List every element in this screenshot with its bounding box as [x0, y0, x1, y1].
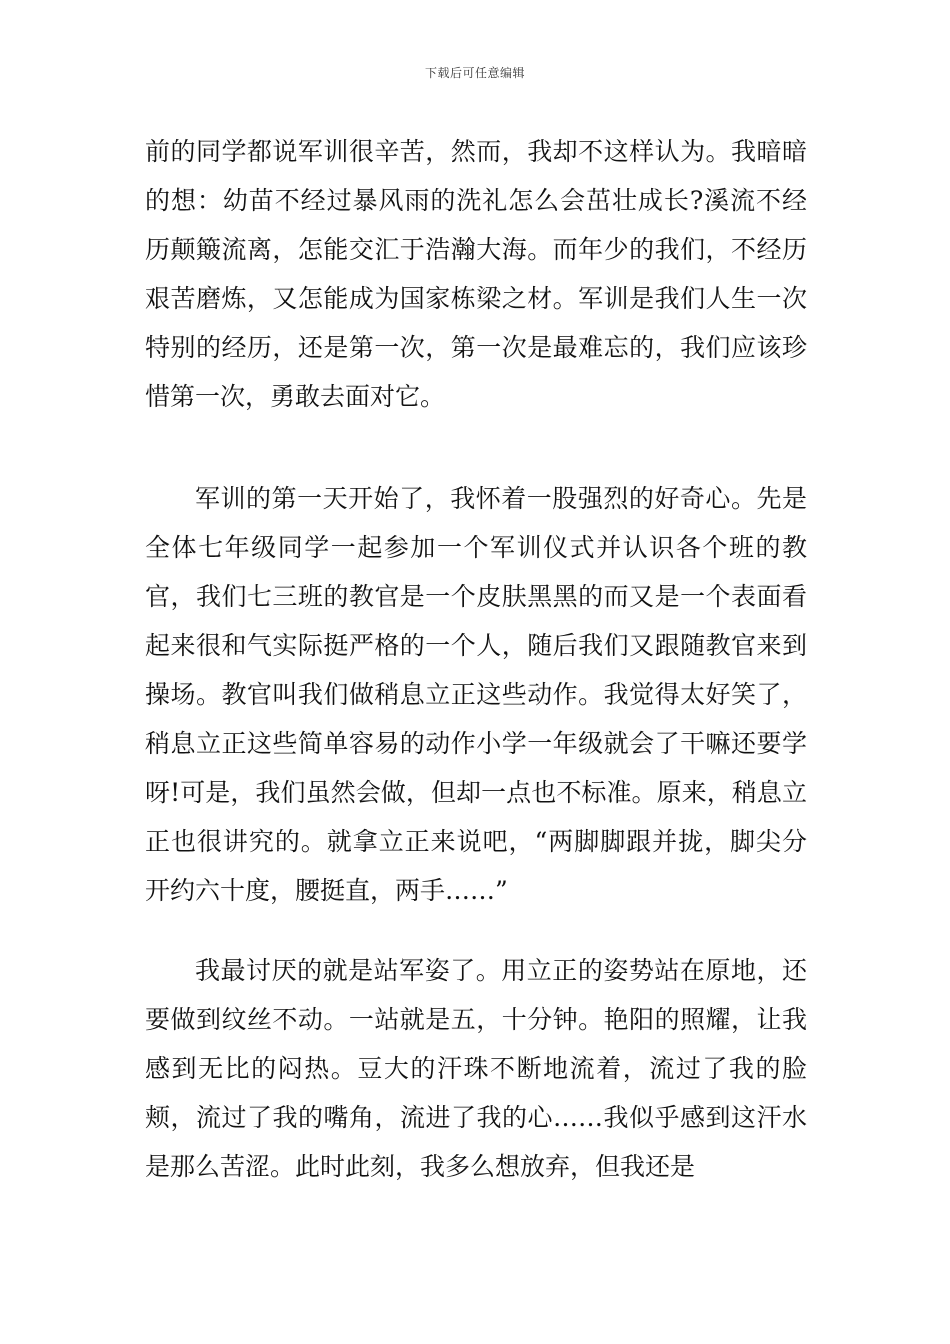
paragraph-text: 我最讨厌的就是站军姿了。用立正的姿势站在原地，还要做到纹丝不动。一站就是五，十分钟。艳阳的照耀，让我感到无比的闷热。豆大的汗珠不断地流着，流过了我的脸颊，流过了我的嘴角，流进了我的心……我似乎感到这汗水是那么苦涩。此时此刻，我多么想放弃，但我还是 [145, 956, 807, 1181]
paragraph-2 [145, 474, 807, 915]
paragraph-text: 前的同学都说军训很辛苦，然而，我却不这样认为。我暗暗的想：幼苗不经过暴风雨的洗礼怎么会茁壮成长?溪流不经历颠簸流离，怎能交汇于浩瀚大海。而年少的我们，不经历艰苦磨炼，又怎能成为国家栋梁之材。军训是我们人生一次特别的经历，还是第一次，第一次是最难忘的，我们应该珍惜第一次，勇敢去面对它。 [145, 137, 807, 411]
paragraph-1 [145, 127, 807, 421]
paragraph-text: 军训的第一天开始了，我怀着一股强烈的好奇心。先是全体七年级同学一起参加一个军训仪式并认识各个班的教官，我们七三班的教官是一个皮肤黑黑的而又是一个表面看起来很和气实际挺严格的一个人，随后我们又跟随教官来到操场。教官叫我们做稍息立正这些动作。我觉得太好笑了，稍息立正这些简单容易的动作小学一年级就会了干嘛还要学呀!可是，我们虽然会做，但却一点也不标准。原来，稍息立正也很讲究的。就拿立正来说吧，“两脚脚跟并拢，脚尖分开约六十度，腰挺直，两手……” [145, 484, 807, 905]
paragraph-3 [145, 946, 807, 1191]
page-header: 下载后可任意编辑 [424, 66, 525, 80]
